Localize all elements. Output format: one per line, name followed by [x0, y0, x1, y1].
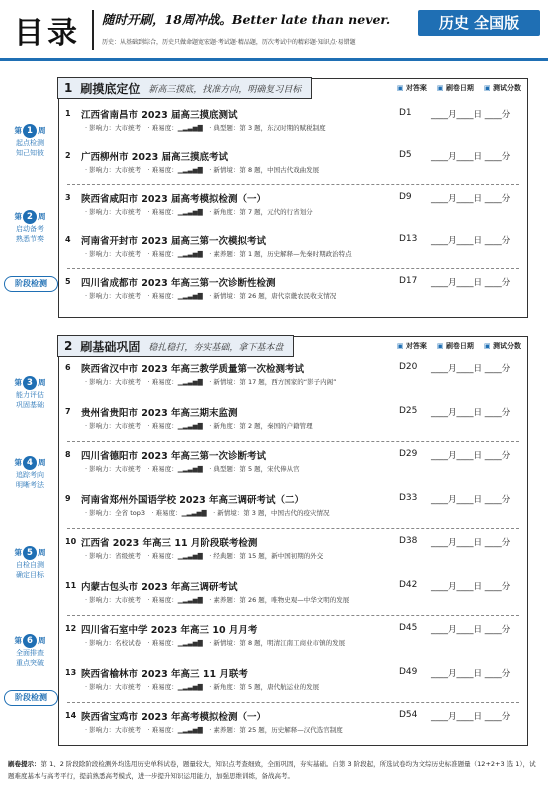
answer-page-code: D49 [399, 666, 418, 677]
exam-meta: · 影响力：大市统考 · 难易度：▁▂▃▅▇ · 素养题：第 1 题，历史解释—先秦时期政治特点 [85, 250, 352, 258]
week-label [4, 124, 56, 158]
row-divider [67, 268, 519, 269]
week-prefix: 第 [14, 636, 22, 645]
week-number: 1 [23, 124, 37, 138]
exam-name: 河南省开封市 2023 届高三第一次模拟考试 [81, 236, 267, 247]
section-1-number: 1 [64, 81, 73, 95]
row-divider [67, 702, 519, 703]
week-caption-1: 起点检测 [16, 139, 44, 147]
item-number: 9 [65, 493, 71, 503]
exam-meta: · 影响力：大市统考 · 难易度：▁▂▃▅▇ · 素养题：第 25 题，历史解释—汉代选官制度 [85, 726, 343, 734]
section-2-column-headers [397, 341, 521, 351]
item-number: 3 [65, 193, 71, 202]
date-score-blank[interactable]: ____月____日 ____分 [431, 110, 511, 120]
item-number: 1 [65, 109, 71, 118]
week-label [4, 546, 56, 580]
date-score-blank[interactable]: ____月____日 ____分 [431, 538, 511, 548]
week-caption-2: 巩固基础 [16, 401, 44, 409]
answer-page-code: D20 [399, 362, 418, 372]
date-score-blank[interactable]: ____月____日 ____分 [431, 712, 511, 722]
exam-name: 河南省郑州外国语学校 2023 年高三调研考试（二） [81, 494, 305, 506]
exam-name: 陕西省咸阳市 2023 届高考模拟检测（一） [81, 194, 267, 205]
week-number: 5 [23, 546, 37, 560]
exam-meta: · 影响力：大市统考 · 难易度：▁▂▃▅▇ · 新角度：第 5 题，唐代航运业的发展 [85, 682, 320, 691]
week-caption-2: 知己知彼 [16, 149, 44, 157]
exam-name: 四川省石室中学 2023 年高三 10 月月考 [81, 625, 258, 636]
week-number: 6 [23, 634, 37, 648]
item-number: 11 [65, 580, 77, 590]
row-divider [67, 441, 519, 442]
row-divider [67, 615, 519, 616]
answer-page-code: D25 [399, 405, 418, 416]
exam-meta: · 影响力：大市统考 · 难易度：▁▂▃▅▇ · 新角度：第 2 题，秦国的户籍管理 [85, 421, 313, 430]
header-subtitle: 历史：从基础到综合，历史只做命题宽宏题·考试题·精品题，历次考试中的精彩题·知识点·易错题 [102, 39, 356, 46]
col-date: ▣ 刷卷日期 [437, 341, 474, 351]
exam-name: 内蒙古包头市 2023 年高三调研考试 [81, 581, 238, 593]
answer-page-code: D33 [399, 492, 418, 503]
exam-meta: · 影响力：名校试卷 · 难易度：▁▂▃▅▇ · 新情境：第 8 题，明清江南工商业市镇的发展 [85, 639, 346, 647]
row-divider [67, 528, 519, 529]
week-prefix: 第 [14, 378, 22, 387]
page-title: 目录 [14, 16, 80, 51]
section-2-title: 刷基础巩固 [80, 339, 141, 354]
date-score-blank[interactable]: ____月____日 ____分 [431, 668, 511, 679]
footer-text: 第 1、2 阶段除阶段检测外均选用历史单科试卷，题量较大，知识点考查细致，全面巩固，夯实基础。自第 3 阶段起，所选试卷均为文综历史标准题量（12+2+3 选 1），试题难度基本与高考平行，提前熟悉高考模式，进一步提升知识运用能力，加强思维训练，备战高考。 [8, 760, 536, 780]
week-number: 4 [23, 456, 37, 470]
section-1-header [57, 77, 312, 99]
item-number: 13 [65, 667, 77, 677]
answer-page-code: D29 [399, 449, 418, 459]
col-date: ▣ 刷卷日期 [437, 83, 474, 93]
week-caption-1: 启动备考 [16, 225, 44, 233]
answer-page-code: D1 [399, 108, 412, 118]
week-suffix: 周 [38, 636, 46, 645]
week-prefix: 第 [14, 548, 22, 557]
week-label [4, 376, 56, 410]
item-number: 14 [65, 711, 77, 720]
stage-check-label-2: 阶段检测 [4, 690, 58, 706]
item-number: 5 [65, 277, 71, 286]
exam-meta: · 影响力：全省 top3 · 难易度：▁▂▃▅▇ · 新情境：第 3 题，中国古代的疫灾情况 [85, 508, 330, 517]
exam-meta: · 影响力：大市统考 · 难易度：▁▂▃▅▇ · 新情境：第 8 题，中国古代戏曲发展 [85, 166, 320, 174]
date-score-blank[interactable]: ____月____日 ____分 [431, 407, 511, 418]
week-caption-1: 能力评估 [16, 391, 44, 399]
date-score-blank[interactable]: ____月____日 ____分 [431, 625, 511, 635]
item-number: 8 [65, 450, 71, 459]
section-1 [58, 78, 528, 318]
page-header [0, 0, 548, 62]
header-divider [92, 10, 94, 50]
col-answers: ▣ 对答案 [397, 341, 427, 351]
week-number: 3 [23, 376, 37, 390]
section-2 [58, 336, 528, 746]
exam-meta: · 影响力：省级统考 · 难易度：▁▂▃▅▇ · 经典题：第 15 题，新中国初期的外交 [85, 552, 324, 560]
week-caption-2: 熟悉节奏 [16, 235, 44, 243]
date-score-blank[interactable]: ____月____日 ____分 [431, 278, 511, 288]
week-caption-2: 重点突破 [16, 659, 44, 667]
week-label [4, 456, 56, 490]
week-prefix: 第 [14, 458, 22, 467]
item-number: 6 [65, 363, 71, 372]
answer-page-code: D17 [399, 276, 418, 286]
item-number: 4 [65, 235, 71, 244]
header-slogan: 随时开刷，18周冲战。Better late than never. [102, 12, 391, 27]
week-suffix: 周 [38, 378, 46, 387]
week-label [4, 210, 56, 244]
exam-name: 江西省南昌市 2023 届高三摸底测试 [81, 110, 238, 121]
item-number: 12 [65, 624, 77, 633]
date-score-blank[interactable]: ____月____日 ____分 [431, 364, 511, 374]
answer-page-code: D9 [399, 192, 412, 202]
date-score-blank[interactable]: ____月____日 ____分 [431, 236, 511, 246]
exam-name: 广西柳州市 2023 届高三摸底考试 [81, 152, 229, 163]
date-score-blank[interactable]: ____月____日 ____分 [431, 451, 511, 461]
exam-name: 四川省德阳市 2023 年高三第一次诊断考试 [81, 451, 267, 462]
date-score-blank[interactable]: ____月____日 ____分 [431, 152, 511, 162]
header-rule [0, 58, 548, 61]
section-2-tagline: 稳扎稳打，夯实基础，拿下基本盘 [148, 342, 284, 353]
week-caption-1: 自检自测 [16, 561, 44, 569]
answer-page-code: D54 [399, 710, 418, 720]
col-score: ▣ 测试分数 [484, 83, 521, 93]
exam-name: 陕西省汉中市 2023 年高三教学质量第一次检测考试 [81, 364, 305, 375]
exam-meta: · 影响力：大市统考 · 难易度：▁▂▃▅▇ · 新角度：第 7 题，元代的行省划分 [85, 208, 313, 216]
section-2-number: 2 [64, 339, 73, 353]
footer-tip [8, 758, 540, 782]
week-suffix: 周 [38, 548, 46, 557]
col-answers: ▣ 对答案 [397, 83, 427, 93]
exam-meta: · 影响力：大市统考 · 难易度：▁▂▃▅▇ · 典型题：第 5 题，宋代俸从官 [85, 465, 300, 473]
week-label [4, 634, 56, 668]
exam-meta: · 影响力：大市统考 · 难易度：▁▂▃▅▇ · 新情境：第 26 题，唐代京畿农民收支情况 [85, 292, 337, 300]
exam-name: 陕西省宝鸡市 2023 年高考模拟检测（一） [81, 712, 267, 723]
row-divider [67, 184, 519, 185]
exam-name: 四川省成都市 2023 年高三第一次诊断性检测 [81, 278, 276, 289]
week-suffix: 周 [38, 458, 46, 467]
week-number: 2 [23, 210, 37, 224]
exam-name: 贵州省贵阳市 2023 年高三期末监测 [81, 407, 238, 419]
answer-page-code: D38 [399, 536, 418, 546]
exam-meta: · 影响力：大市统考 · 难易度：▁▂▃▅▇ · 新情境：第 17 题，西方国家的“影子内阁” [85, 378, 337, 386]
week-caption-2: 确定目标 [16, 571, 44, 579]
week-caption-1: 追踪考向 [16, 471, 44, 479]
week-caption-2: 明晰考法 [16, 481, 44, 489]
exam-meta: · 影响力：大市统考 · 难易度：▁▂▃▅▇ · 典型题：第 3 题，东汉时期的赋税制度 [85, 124, 326, 132]
date-score-blank[interactable]: ____月____日 ____分 [431, 494, 511, 505]
col-score: ▣ 测试分数 [484, 341, 521, 351]
week-suffix: 周 [38, 212, 46, 221]
date-score-blank[interactable]: ____月____日 ____分 [431, 581, 511, 592]
week-suffix: 周 [38, 126, 46, 135]
section-2-header [57, 335, 294, 357]
answer-page-code: D13 [399, 234, 418, 244]
subject-badge: 历史 全国版 [418, 10, 540, 36]
week-caption-1: 全面排查 [16, 649, 44, 657]
exam-name: 陕西省榆林市 2023 年高三 11 月联考 [81, 668, 248, 680]
exam-meta: · 影响力：大市统考 · 难易度：▁▂▃▅▇ · 素养题：第 26 题，唯物史观—中华文明的发展 [85, 595, 350, 604]
week-prefix: 第 [14, 126, 22, 135]
item-number: 7 [65, 406, 71, 416]
answer-page-code: D42 [399, 579, 418, 590]
item-number: 2 [65, 151, 71, 160]
footer-lead: 刷卷提示： [8, 760, 41, 768]
item-number: 10 [65, 537, 77, 546]
exam-name: 江西省 2023 年高三 11 月阶段联考检测 [81, 538, 258, 549]
answer-page-code: D5 [399, 150, 412, 160]
answer-page-code: D45 [399, 623, 418, 633]
stage-check-label-1: 阶段检测 [4, 276, 58, 292]
week-prefix: 第 [14, 212, 22, 221]
section-1-tagline: 新高三摸底，找准方向，明确复习目标 [148, 84, 302, 95]
section-1-column-headers [397, 83, 521, 93]
section-1-title: 刷摸底定位 [80, 81, 141, 96]
date-score-blank[interactable]: ____月____日 ____分 [431, 194, 511, 204]
